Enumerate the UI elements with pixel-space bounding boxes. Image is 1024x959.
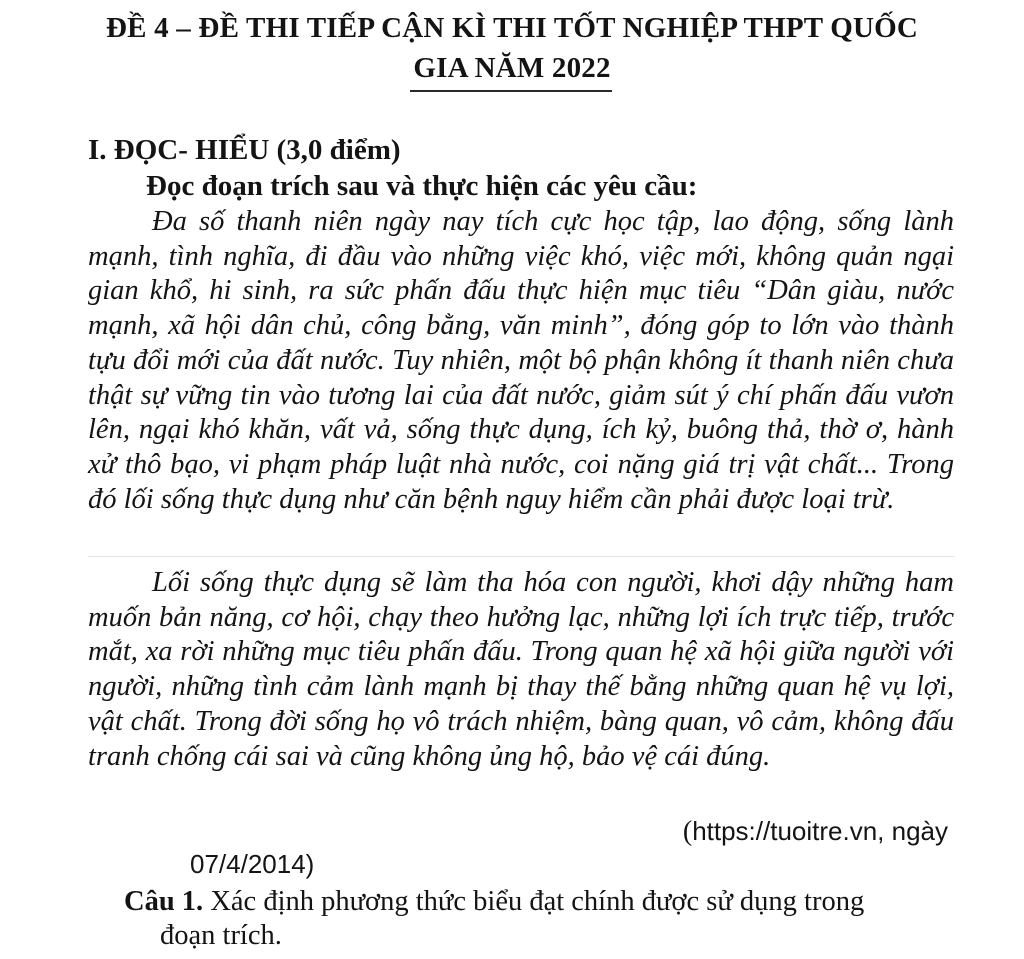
reading-instruction: Đọc đoạn trích sau và thực hiện các yêu cầu: bbox=[146, 170, 698, 202]
source-url: https://tuoitre.vn, ngày bbox=[692, 816, 948, 846]
exam-title-line-1: ĐỀ 4 – ĐỀ THI TIẾP CẬN KÌ THI TỐT NGHIỆP THPT QUỐC bbox=[105, 12, 919, 44]
passage-paragraph-2: Lối sống thực dụng sẽ làm tha hóa con người, khơi dậy những ham muốn bản năng, cơ hội, chạy theo hưởng lạc, những lợi ích trực tiếp, trước mắt, xa rời những mục tiêu phấn đấu. Trong quan hệ xã hội giữa người với người, những tình cảm lành mạnh bị thay thế bằng những quan hệ vụ lợi, vật chất. Trong đời sống họ vô trách nhiệm, bàng quan, vô cảm, không đấu tranh chống cái sai và cũng không ủng hộ, bảo vệ cái đúng. bbox=[88, 567, 954, 772]
exam-title-line-2: GIA NĂM 2022 bbox=[413, 52, 611, 84]
source-citation-line-1 bbox=[683, 816, 948, 848]
question-1-text: Xác định phương thức biểu đạt chính được sử dụng trong bbox=[203, 886, 865, 917]
question-1-label: Câu 1. bbox=[124, 886, 204, 917]
source-open-paren: ( bbox=[682, 816, 693, 847]
title-underline bbox=[410, 90, 612, 92]
source-citation-line-2: 07/4/2014) bbox=[190, 849, 315, 879]
passage-paragraph-1: Đa số thanh niên ngày nay tích cực học tập, lao động, sống lành mạnh, tình nghĩa, đi đầu vào những việc khó, việc mới, không quản ngại gian khổ, hi sinh, ra sức phấn đấu thực hiện mục tiêu “Dân giàu, nước mạnh, xã hội dân chủ, công bằng, văn minh”, đóng góp to lớn vào thành tựu đổi mới của đất nước. Tuy nhiên, một bộ phận không ít thanh niên chưa thật sự vững tin vào tương lai của đất nước, giảm sút ý chí phấn đấu vươn lên, ngại khó khăn, vất vả, sống thực dụng, ích kỷ, buông thả, thờ ơ, hành xử thô bạo, vi phạm pháp luật nhà nước, coi nặng giá trị vật chất... Trong đó lối sống thực dụng như căn bệnh nguy hiểm cần phải được loại trừ. bbox=[88, 206, 954, 515]
section-heading: I. ĐỌC- HIỂU (3,0 điểm) bbox=[88, 134, 401, 166]
question-1 bbox=[124, 885, 954, 920]
question-1-continuation: đoạn trích. bbox=[160, 920, 282, 951]
paragraph-divider bbox=[88, 556, 954, 557]
